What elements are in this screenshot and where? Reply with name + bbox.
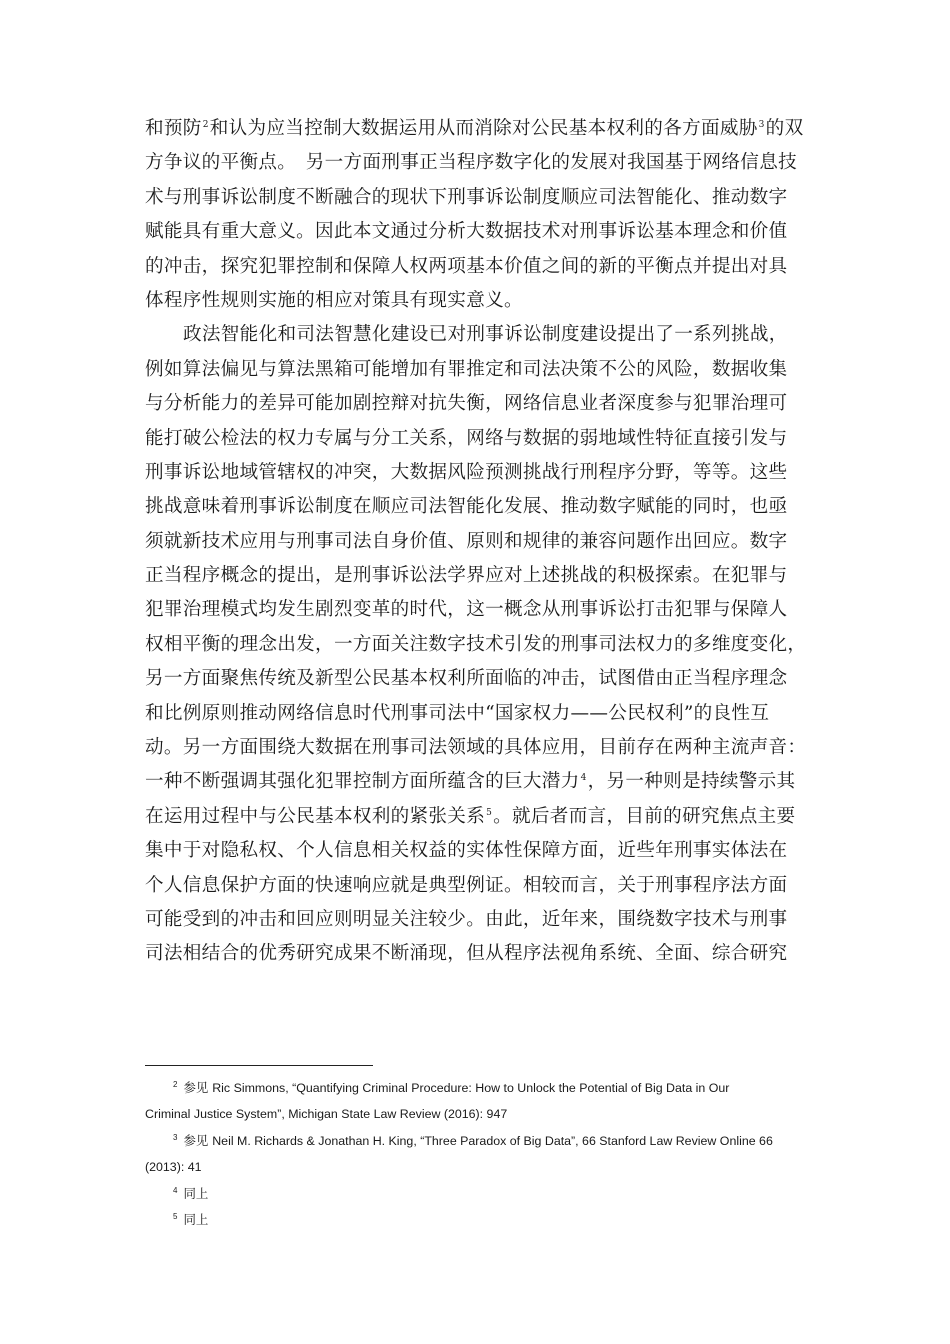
footnote-see: 同上 — [183, 1186, 209, 1201]
body-text-segment: ，另一种则是持续警示其 — [587, 771, 796, 793]
body-line — [145, 593, 810, 627]
footnote-3: 3 参见 Neil M. Richards & Jonathan H. King, “Three Paradox of Big Data”, 66 Stanford Law Review Online 66 (2013): 41 — [145, 1128, 810, 1181]
body-text-segment: 能打破公检法的权力专属与分工关系，网络与数据的弱地域性特征直接引发与 — [145, 427, 788, 449]
body-text-segment: 一种不断强调其强化犯罪控制方面所蕴含的巨大潜力 — [145, 771, 580, 793]
body-line — [145, 250, 810, 284]
body-text-segment: 另一方面聚焦传统及新型公民基本权利所面临的冲击，试图借由正当程序理念 — [145, 668, 788, 690]
body-line — [145, 353, 810, 387]
footnote-separator — [145, 1065, 373, 1066]
body-text-segment: 政法智能化和司法智慧化建设已对刑事诉讼制度建设提出了一系列挑战， — [183, 324, 788, 346]
body-line — [145, 800, 810, 834]
body-line — [145, 490, 810, 524]
body-line — [145, 731, 810, 765]
body-line — [145, 628, 810, 662]
footnote-text-continued: Criminal Justice System”, Michigan State Law Review (2016): 947 — [145, 1107, 508, 1122]
body-text-segment: 集中于对隐私权、个人信息相关权益的实体性保障方面，近些年刑事实体法在 — [145, 840, 788, 862]
body-text-segment: 须就新技术应用与刑事司法自身价值、原则和规律的兼容问题作出回应。数字 — [145, 530, 788, 552]
body-line — [145, 937, 810, 971]
body-text-segment: 和比例原则推动网络信息时代刑事司法中“国家权力——公民权利”的良性互 — [145, 702, 770, 724]
body-text-segment: 例如算法偏见与算法黑箱可能增加有罪推定和司法决策不公的风险，数据收集 — [145, 358, 788, 380]
body-line — [145, 559, 810, 593]
body-text-segment: 犯罪治理模式均发生剧烈变革的时代，这一概念从刑事诉讼打击犯罪与保障人 — [145, 599, 788, 621]
body-text-segment: 和预防 — [145, 118, 202, 139]
body-text-segment: 与分析能力的差异可能加剧控辩对抗失衡，网络信息业者深度参与犯罪治理可 — [145, 393, 788, 415]
body-line — [145, 112, 810, 146]
body-line — [145, 834, 810, 868]
footnote-4: 4 同上 — [173, 1185, 209, 1201]
body-line — [145, 181, 810, 215]
body-text-segment: 体程序性规则实施的相应对策具有现实意义。 — [145, 289, 523, 311]
body-line — [145, 284, 810, 318]
footnote-reference: 2 — [202, 120, 209, 130]
body-text-segment: 的双 — [765, 118, 804, 139]
body-text-segment: 刑事诉讼地域管辖权的冲突，大数据风险预测挑战行刑程序分野，等等。这些 — [145, 461, 788, 483]
footnote-5: 5 同上 — [173, 1212, 209, 1228]
footnote-reference: 5 — [486, 807, 493, 818]
body-line — [145, 697, 810, 731]
body-text-segment: 术与刑事诉讼制度不断融合的现状下刑事诉讼制度顺应司法智能化、推动数字 — [145, 186, 788, 208]
body-line — [145, 456, 810, 490]
footnotes — [145, 1075, 810, 1233]
body-line — [145, 662, 810, 696]
body-text-segment: 动。另一方面围绕大数据在刑事司法领域的具体应用，目前存在两种主流声音： — [145, 737, 807, 759]
footnote-see: 参见 — [183, 1133, 209, 1148]
body-text-segment: 。就后者而言，目前的研究焦点主要 — [493, 805, 796, 827]
body-line — [145, 903, 810, 937]
body-line — [145, 387, 810, 421]
footnote-see: 同上 — [183, 1213, 209, 1228]
body-line — [145, 422, 810, 456]
footnote-2: 2 参见 Ric Simmons, “Quantifying Criminal Procedure: How to Unlock the Potential of Big Data in Our Criminal Justice System”, Michigan State Law Review (2016): 947 — [145, 1075, 810, 1128]
footnote-reference: 4 — [580, 773, 587, 784]
body-line — [145, 765, 810, 799]
body-text-segment: 在运用过程中与公民基本权利的紧张关系 — [145, 805, 486, 827]
body-text — [145, 112, 810, 972]
body-line — [145, 869, 810, 903]
body-line — [145, 525, 810, 559]
body-text-segment: 正当程序概念的提出，是刑事诉讼法学界应对上述挑战的积极探索。在犯罪与 — [145, 565, 788, 587]
body-text-segment: 的冲击，探究犯罪控制和保障人权两项基本价值之间的新的平衡点并提出对具 — [145, 255, 788, 277]
body-text-segment: 和认为应当控制大数据运用从而消除对公民基本权利的各方面威胁 — [209, 118, 758, 139]
footnote-text: Neil M. Richards & Jonathan H. King, “Three Paradox of Big Data”, 66 Stanford Law Review Online 66 — [212, 1133, 773, 1148]
footnote-see: 参见 — [183, 1081, 209, 1095]
body-text-segment: 可能受到的冲击和回应则明显关注较少。由此，近年来，围绕数字技术与刑事 — [145, 908, 788, 930]
body-text-segment: 挑战意味着刑事诉讼制度在顺应司法智能化发展、推动数字赋能的同时，也亟 — [145, 496, 788, 518]
body-text-segment: 权相平衡的理念出发，一方面关注数字技术引发的刑事司法权力的多维度变化， — [145, 633, 807, 655]
footnote-text-continued: (2013): 41 — [145, 1160, 202, 1175]
body-text-segment: 方争议的平衡点。 另一方面刑事正当程序数字化的发展对我国基于网络信息技 — [145, 152, 797, 174]
body-text-segment: 个人信息保护方面的快速响应就是典型例证。相较而言，关于刑事程序法方面 — [145, 874, 788, 896]
body-line — [145, 215, 810, 249]
footnote-reference: 3 — [758, 120, 765, 130]
body-text-segment: 赋能具有重大意义。因此本文通过分析大数据技术对刑事诉讼基本理念和价值 — [145, 221, 788, 243]
body-line — [145, 318, 810, 352]
footnote-text: Ric Simmons, “Quantifying Criminal Procedure: How to Unlock the Potential of Big Data in Our — [212, 1081, 730, 1095]
body-text-segment: 司法相结合的优秀研究成果不断涌现，但从程序法视角系统、全面、综合研究 — [145, 943, 788, 965]
body-line — [145, 146, 810, 180]
